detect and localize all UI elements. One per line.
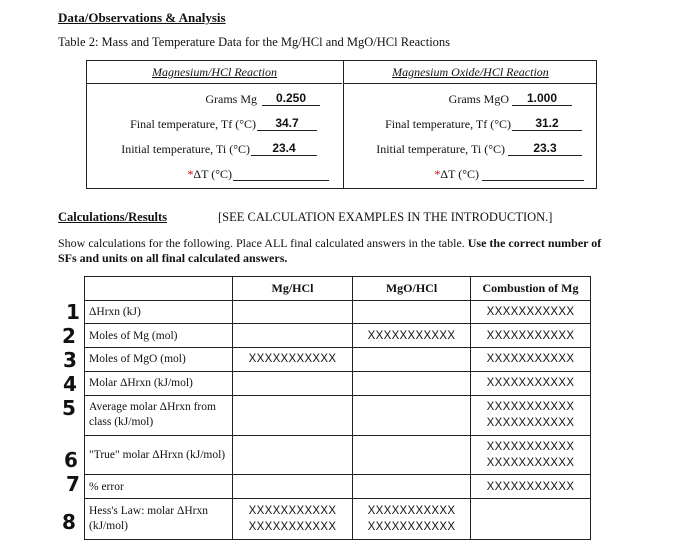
answer-cell[interactable]	[353, 475, 471, 499]
final-temp-mg-value: 34.7	[257, 116, 317, 131]
table-row: Moles of Mg (mol) XXXXXXXXXXX XXXXXXXXXXX	[85, 324, 591, 348]
final-temp-mgo-row: Final temperature, Tf (°C) 31.2	[344, 114, 597, 134]
table-header-row	[85, 277, 591, 301]
grams-mg-row: Grams Mg 0.250	[87, 89, 342, 109]
final-temp-mg-row: Final temperature, Tf (°C) 34.7	[87, 114, 342, 134]
delta-t-mgo-row: *ΔT (°C)	[344, 164, 597, 184]
calc-title: Calculations/Results	[58, 210, 168, 224]
handwritten-number-3: 3	[63, 348, 77, 372]
calc-note: [SEE CALCULATION EXAMPLES IN THE INTRODUCTION.]	[218, 210, 553, 224]
answer-cell[interactable]	[353, 395, 471, 436]
mgo-hcl-header: Magnesium Oxide/HCl Reaction	[344, 61, 597, 84]
mgo-hcl-column	[343, 61, 597, 188]
answer-cell[interactable]	[233, 395, 353, 436]
handwritten-number-4: 4	[63, 372, 77, 396]
answer-cell[interactable]	[353, 300, 471, 324]
final-temp-mgo-value: 31.2	[512, 116, 582, 131]
table2	[86, 60, 597, 189]
mg-hcl-column	[87, 61, 342, 188]
handwritten-number-2: 2	[62, 324, 76, 348]
answer-cell[interactable]	[471, 498, 591, 539]
answer-cell[interactable]	[233, 324, 353, 348]
mg-hcl-header: Magnesium/HCl Reaction	[87, 61, 342, 84]
initial-temp-mgo-row: Initial temperature, Ti (°C) 23.3	[344, 139, 597, 159]
initial-temp-mg-row: Initial temperature, Ti (°C) 23.4	[87, 139, 342, 159]
table-row: "True" molar ΔHrxn (kJ/mol) XXXXXXXXXXX XXXXXXXXXXX	[85, 436, 591, 475]
initial-temp-mgo-value: 23.3	[508, 141, 582, 156]
delta-t-mgo-value	[482, 166, 584, 181]
table-row: % error XXXXXXXXXXX	[85, 475, 591, 499]
delta-t-mg-value	[233, 166, 329, 181]
handwritten-number-7: 7	[66, 472, 80, 496]
handwritten-number-5: 5	[62, 396, 76, 420]
answer-cell[interactable]	[233, 371, 353, 395]
table-row: Hess's Law: molar ΔHrxn (kJ/mol) XXXXXXXXXXX XXXXXXXXXXX XXXXXXXXXXX XXXXXXXXXXX	[85, 498, 591, 539]
grams-mgo-value: 1.000	[512, 91, 572, 106]
col-header-mg-hcl: Mg/HCl	[233, 277, 353, 301]
handwritten-number-6: 6	[64, 448, 78, 472]
answer-cell[interactable]	[233, 300, 353, 324]
col-header-combustion: Combustion of Mg	[471, 277, 591, 301]
answer-cell[interactable]	[353, 348, 471, 372]
grams-mg-value: 0.250	[262, 91, 320, 106]
calculations-table	[84, 276, 591, 540]
table-row: Moles of MgO (mol) XXXXXXXXXXX XXXXXXXXXXX	[85, 348, 591, 372]
table-row: ΔHrxn (kJ) XXXXXXXXXXX	[85, 300, 591, 324]
handwritten-number-1: 1	[66, 300, 80, 324]
initial-temp-mg-value: 23.4	[251, 141, 317, 156]
answer-cell[interactable]	[233, 475, 353, 499]
table-row: Molar ΔHrxn (kJ/mol) XXXXXXXXXXX	[85, 371, 591, 395]
instructions: Show calculations for the following. Place ALL final calculated answers in the table. Use the correct number of SFs and units on all final calculated answers.	[58, 236, 602, 265]
answer-cell[interactable]	[353, 371, 471, 395]
table2-caption: Table 2: Mass and Temperature Data for the Mg/HCl and MgO/HCl Reactions	[58, 35, 451, 49]
answer-cell[interactable]	[233, 436, 353, 475]
section-title: Data/Observations & Analysis	[58, 10, 226, 25]
col-header-mgo-hcl: MgO/HCl	[353, 277, 471, 301]
answer-cell[interactable]	[353, 436, 471, 475]
grams-mgo-row: Grams MgO 1.000	[344, 89, 597, 109]
table-row: Average molar ΔHrxn from class (kJ/mol) XXXXXXXXXXX XXXXXXXXXXX	[85, 395, 591, 436]
delta-t-mg-row: *ΔT (°C)	[87, 164, 342, 184]
handwritten-number-8: 8	[62, 510, 76, 534]
